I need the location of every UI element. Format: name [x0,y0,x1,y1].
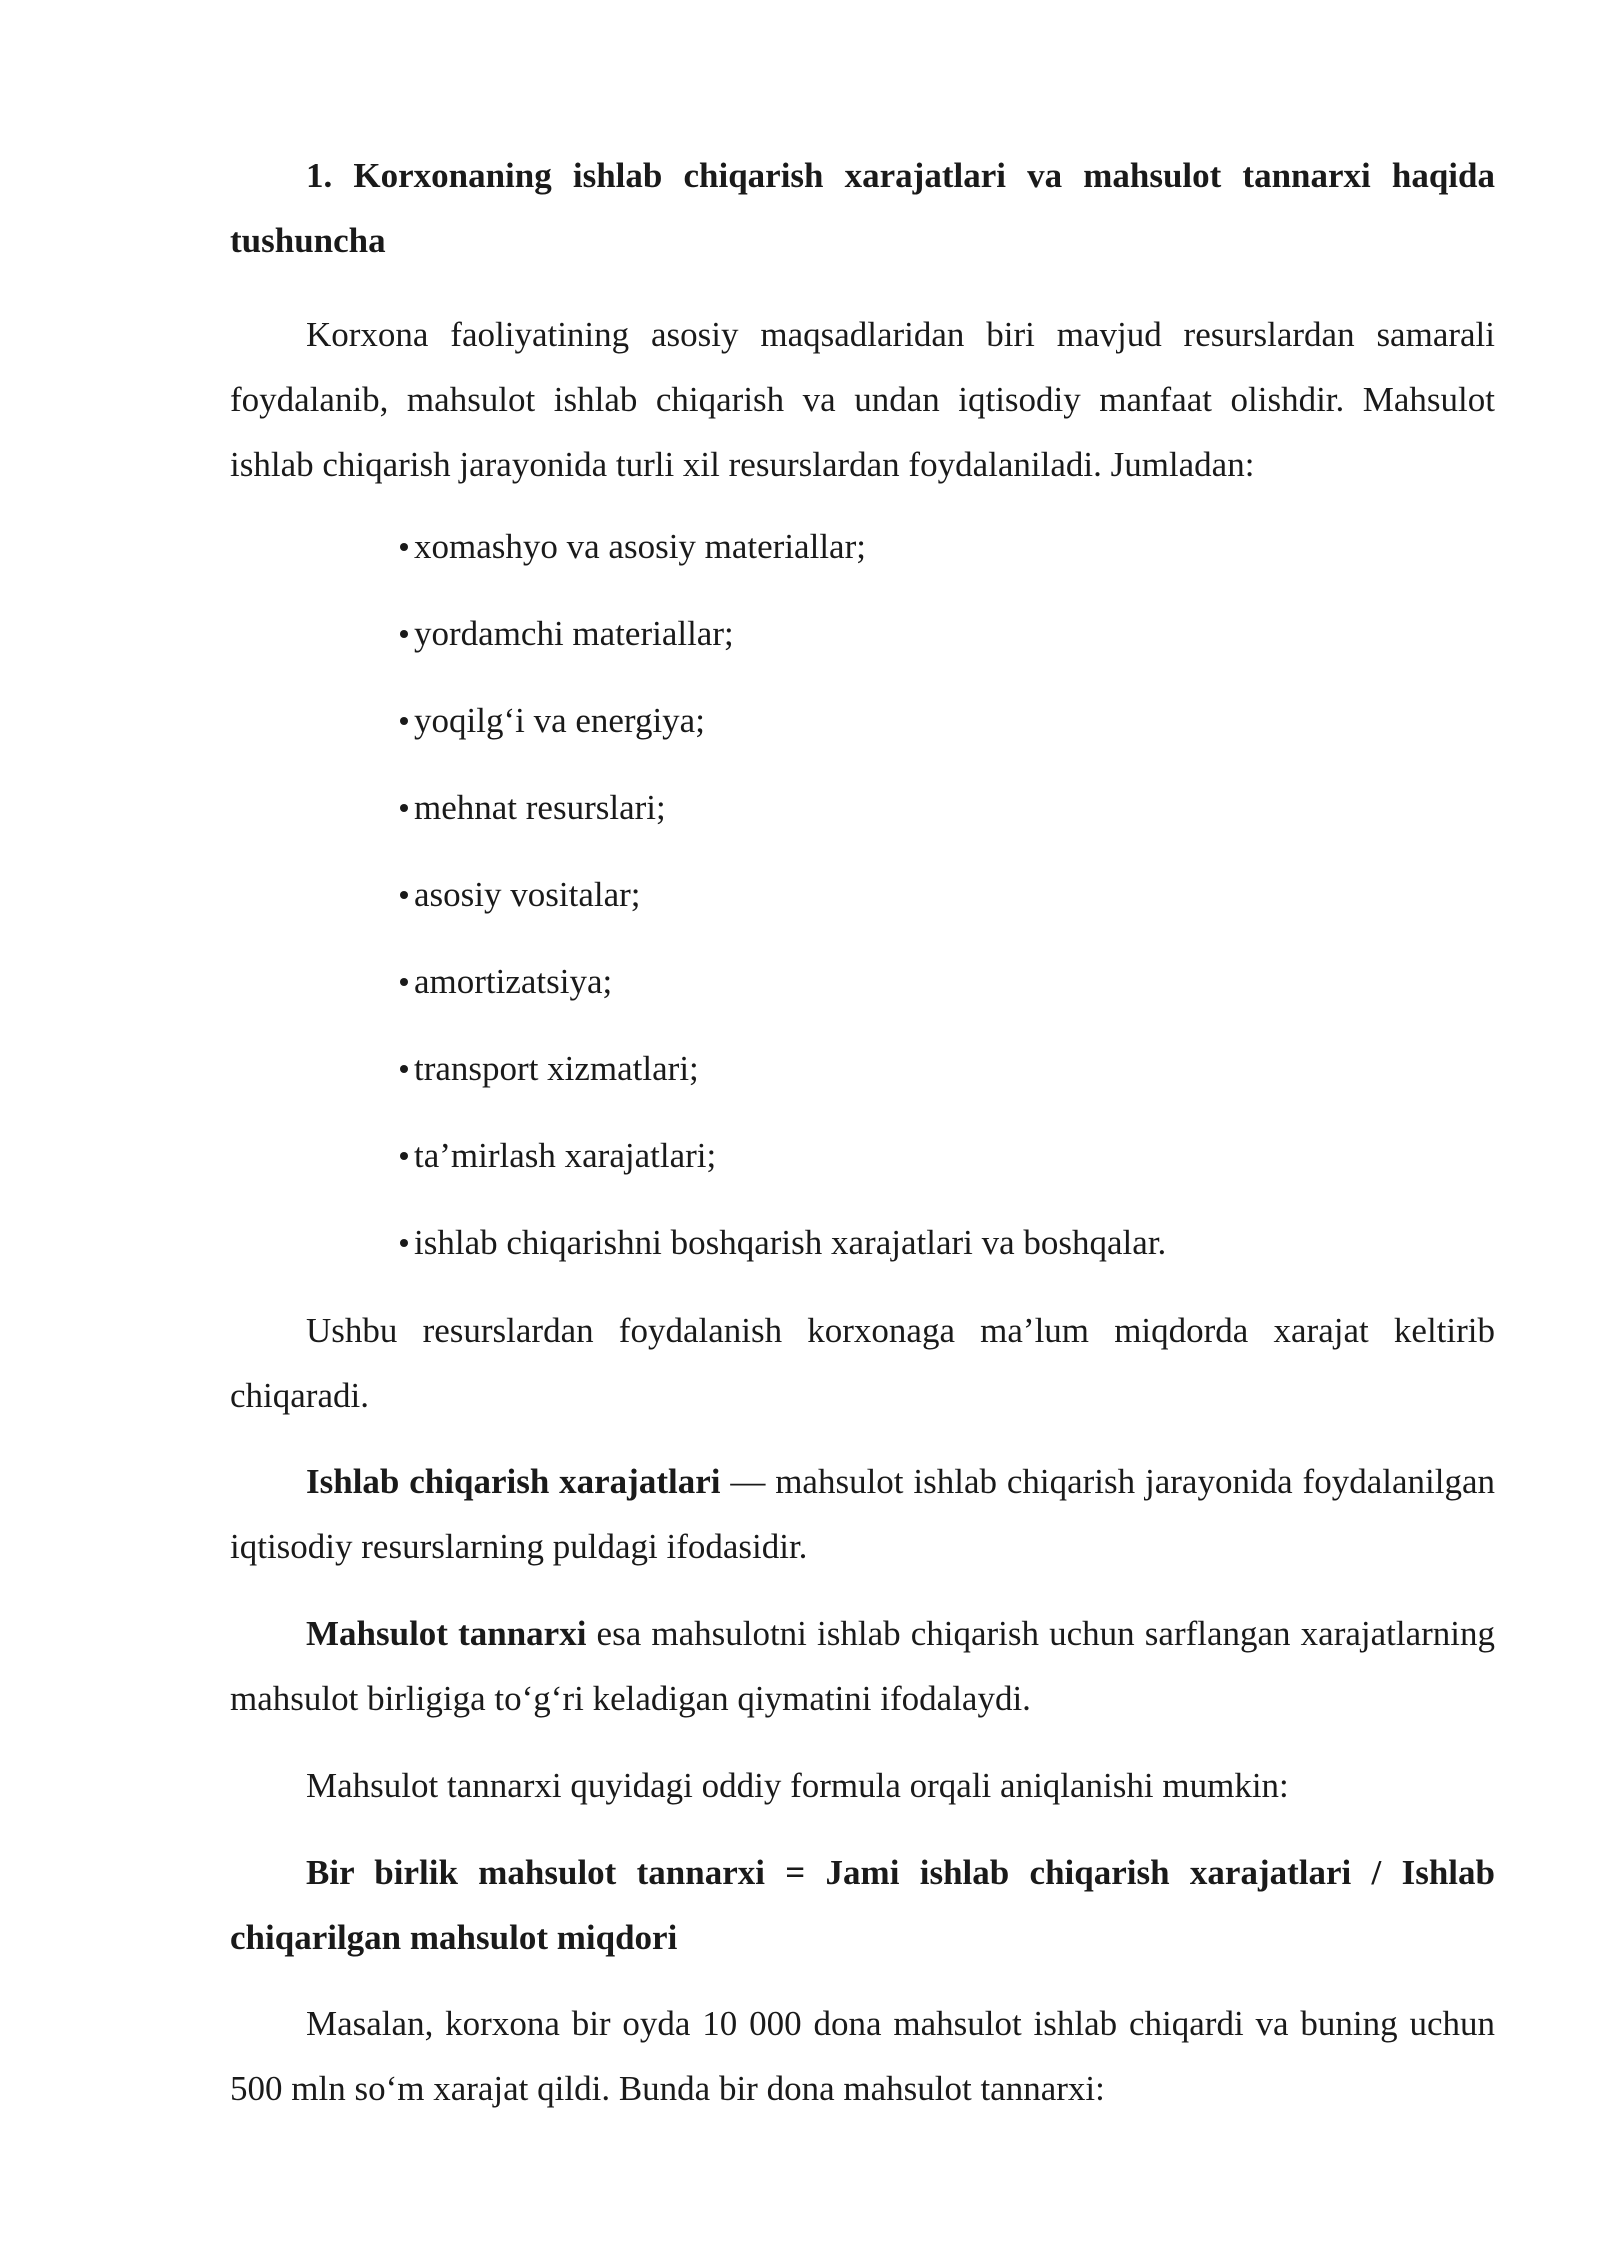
formula-paragraph: Bir birlik mahsulot tannarxi = Jami ishlab chiqarish xarajatlari / Ishlab chiqarilgan mahsulot miqdori [230,1853,1495,1957]
bullet-icon [400,543,408,551]
resource-list [400,514,1166,1297]
bullet-icon [400,891,408,899]
list-item-text: transport xizmatlari; [414,1049,699,1088]
list-item-text: yordamchi materiallar; [414,614,734,653]
list-item-text: ishlab chiqarishni boshqarish xarajatlari va boshqalar. [414,1223,1167,1262]
list-item-text: asosiy vositalar; [414,875,641,914]
after-list-paragraph: Ushbu resurslardan foydalanish korxonaga ma’lum miqdorda xarajat keltirib chiqaradi. [230,1311,1495,1415]
costs-definition-paragraph [230,1449,1495,1579]
bullet-icon [400,804,408,812]
list-item-text: ta’mirlash xarajatlari; [414,1136,717,1175]
intro-paragraph: Korxona faoliyatining asosiy maqsadlaridan biri mavjud resurslardan samarali foydalanib, mahsulot ishlab chiqarish va undan iqtisodiy manfaat olishdir. Mahsulot ishlab chiqarish jarayonida turli xil resurslardan foydalaniladi. Jumladan: [230,315,1495,484]
section-heading: 1. Korxonaning ishlab chiqarish xarajatlari va mahsulot tannarxi haqida tushuncha [230,156,1495,260]
list-item [400,688,1166,775]
bullet-icon [400,1239,408,1247]
list-item [400,775,1166,862]
list-item [400,1123,1166,1210]
bullet-icon [400,978,408,986]
list-item [400,601,1166,688]
example-paragraph: Masalan, korxona bir oyda 10 000 dona mahsulot ishlab chiqardi va buning uchun 500 mln so‘m xarajat qildi. Bunda bir dona mahsulot tannarxi: [230,2004,1495,2108]
list-item [400,862,1166,949]
list-item [400,1036,1166,1123]
list-item [400,514,1166,601]
costs-definition-text: — mahsulot ishlab chiqarish jarayonida foydalanilgan iqtisodiy resurslarning puldagi ifodasidir. [230,1462,1495,1566]
bullet-icon [400,630,408,638]
cost-price-definition-paragraph [230,1601,1495,1731]
bullet-icon [400,1152,408,1160]
list-item-text: yoqilg‘i va energiya; [414,701,705,740]
list-item-text: xomashyo va asosiy materiallar; [414,527,866,566]
list-item-text: amortizatsiya; [414,962,613,1001]
cost-price-definition-text: esa mahsulotni ishlab chiqarish uchun sarflangan xarajatlarning mahsulot birligiga to‘g‘ri keladigan qiymatini ifodalaydi. [230,1614,1496,1718]
bullet-icon [400,717,408,725]
list-item [400,1210,1166,1297]
cost-price-definition-term: Mahsulot tannarxi [306,1614,587,1653]
costs-definition-term: Ishlab chiqarish xarajatlari [306,1462,721,1501]
bullet-icon [400,1065,408,1073]
list-item-text: mehnat resurslari; [414,788,666,827]
list-item [400,949,1166,1036]
formula-intro-paragraph: Mahsulot tannarxi quyidagi oddiy formula orqali aniqlanishi mumkin: [306,1766,1289,1805]
